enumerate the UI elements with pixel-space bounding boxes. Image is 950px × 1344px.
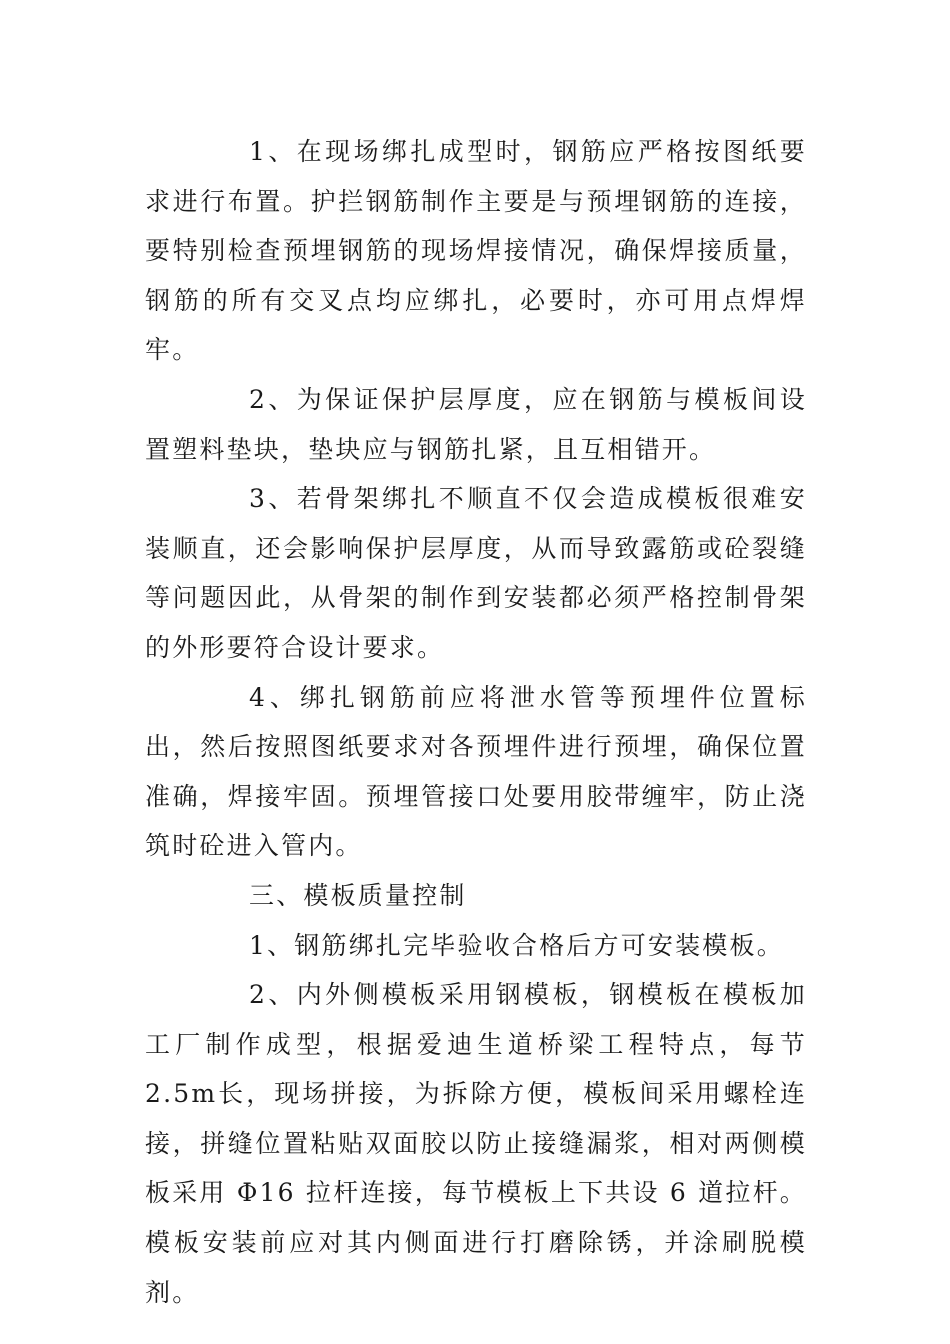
section-heading-formwork-quality: 三、模板质量控制 [249,880,467,910]
paragraph-embedded-parts: 4、绑扎钢筋前应将泄水管等预埋件位置标出，然后按照图纸要求对各预埋件进行预埋，确保位置准确，焊接牢固。预埋管接口处要用胶带缠牢，防止浇筑时砼进入管内。 [145,682,807,861]
paragraph-steel-formwork: 2、内外侧模板采用钢模板，钢模板在模板加工厂制作成型，根据爱迪生道桥梁工程特点，每节2.5m长，现场拼接，为拆除方便，模板间采用螺栓连接，拼缝位置粘贴双面胶以防止接缝漏浆，相对两侧模板采用 Φ16 拉杆连接，每节模板上下共设 6 道拉杆。模板安装前应对其内侧面进行打磨除锈，并涂刷脱模剂。 [145,980,807,1307]
paragraph-cover-thickness: 2、为保证保护层厚度，应在钢筋与模板间设置塑料垫块，垫块应与钢筋扎紧，且互相错开。 [145,384,807,464]
document-body [145,127,807,1317]
paragraph-skeleton-straightness: 3、若骨架绑扎不顺直不仅会造成模板很难安装顺直，还会影响保护层厚度，从而导致露筋或砼裂缝等问题因此，从骨架的制作到安装都必须严格控制骨架的外形要符合设计要求。 [145,484,807,662]
paragraph-rebar-binding: 1、在现场绑扎成型时，钢筋应严格按图纸要求进行布置。护拦钢筋制作主要是与预埋钢筋的连接，要特别检查预埋钢筋的现场焊接情况，确保焊接质量，钢筋的所有交叉点均应绑扎，必要时，亦可用点焊焊牢。 [145,137,807,365]
paragraph-formwork-acceptance: 1、钢筋绑扎完毕验收合格后方可安装模板。 [249,930,784,960]
